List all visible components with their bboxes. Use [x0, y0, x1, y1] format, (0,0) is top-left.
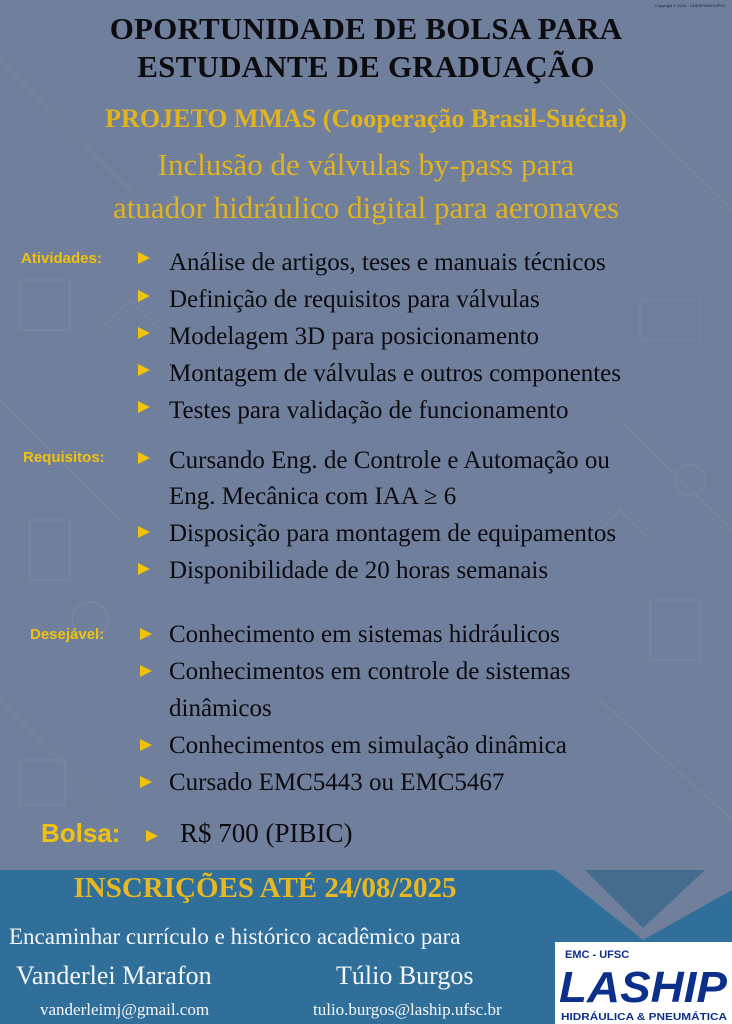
bullet-arrow-icon	[138, 401, 150, 413]
logo-main-text: LASHIP	[559, 963, 728, 1012]
bullet-arrow-icon	[140, 776, 152, 788]
desejavel-label: Desejável:	[30, 626, 105, 643]
atividades-item: Montagem de válvulas e outros componentes	[169, 360, 621, 387]
bullet-arrow-icon	[138, 526, 150, 538]
bullet-arrow-icon	[140, 739, 152, 751]
requisitos-label: Requisitos:	[23, 449, 105, 466]
atividades-item: Modelagem 3D para posicionamento	[169, 323, 540, 350]
bolsa-value: R$ 700 (PIBIC)	[180, 818, 353, 848]
bullet-arrow-icon	[140, 628, 152, 640]
desejavel-item: Conhecimentos em simulação dinâmica	[169, 732, 567, 759]
bullet-arrow-icon	[138, 290, 150, 302]
desejavel-item-continued: dinâmicos	[169, 695, 272, 722]
desejavel-item: Conhecimentos em controle de sistemas	[169, 658, 571, 685]
deadline-text: INSCRIÇÕES ATÉ 24/08/2025	[73, 872, 457, 904]
atividades-item: Testes para validação de funcionamento	[169, 397, 569, 424]
requisitos-item: Disponibilidade de 20 horas semanais	[169, 557, 549, 584]
bullet-arrow-icon	[138, 252, 150, 264]
copyright-text: Copyright © 2016 · LASHIP/EMC/UFSC	[655, 3, 726, 8]
bullet-arrow-icon	[138, 452, 150, 464]
logo-top-text: EMC - UFSC	[565, 949, 630, 961]
contact-name-2: Túlio Burgos	[336, 961, 474, 990]
logo-bottom-text: HIDRÁULICA & PNEUMÁTICA	[561, 1012, 703, 1023]
bullet-arrow-icon	[138, 563, 150, 575]
contact-email-1[interactable]: vanderleimj@gmail.com	[40, 1000, 210, 1019]
requisitos-item-continued: Eng. Mecânica com IAA ≥ 6	[169, 483, 457, 510]
bullet-arrow-icon	[138, 327, 150, 339]
laship-logo	[555, 870, 732, 1024]
bullet-arrow-icon	[138, 364, 150, 376]
requisitos-item: Cursando Eng. de Controle e Automação ou	[169, 447, 610, 474]
atividades-item: Definição de requisitos para válvulas	[169, 286, 540, 313]
contact-name-1: Vanderlei Marafon	[16, 961, 212, 990]
contact-email-2[interactable]: tulio.burgos@laship.ufsc.br	[313, 1000, 502, 1019]
subtitle-line-2: atuador hidráulico digital para aeronaves	[112, 190, 620, 225]
bullet-arrow-icon	[140, 665, 152, 677]
atividades-label: Atividades:	[21, 250, 102, 267]
project-name: PROJETO MMAS (Cooperação Brasil-Suécia)	[105, 104, 627, 133]
title-line-2: ESTUDANTE DE GRADUAÇÃO	[137, 49, 595, 84]
send-instructions: Encaminhar currículo e histórico acadêmico para	[9, 924, 461, 949]
desejavel-item: Cursado EMC5443 ou EMC5467	[169, 769, 505, 796]
title-line-1: OPORTUNIDADE DE BOLSA PARA	[109, 11, 623, 46]
requisitos-item: Disposição para montagem de equipamentos	[169, 520, 617, 547]
desejavel-item: Conhecimento em sistemas hidráulicos	[169, 621, 560, 648]
subtitle-line-1: Inclusão de válvulas by-pass para	[157, 147, 575, 182]
atividades-item: Análise de artigos, teses e manuais técnicos	[169, 249, 606, 276]
bullet-arrow-icon	[146, 830, 158, 842]
bolsa-label: Bolsa:	[41, 818, 121, 848]
